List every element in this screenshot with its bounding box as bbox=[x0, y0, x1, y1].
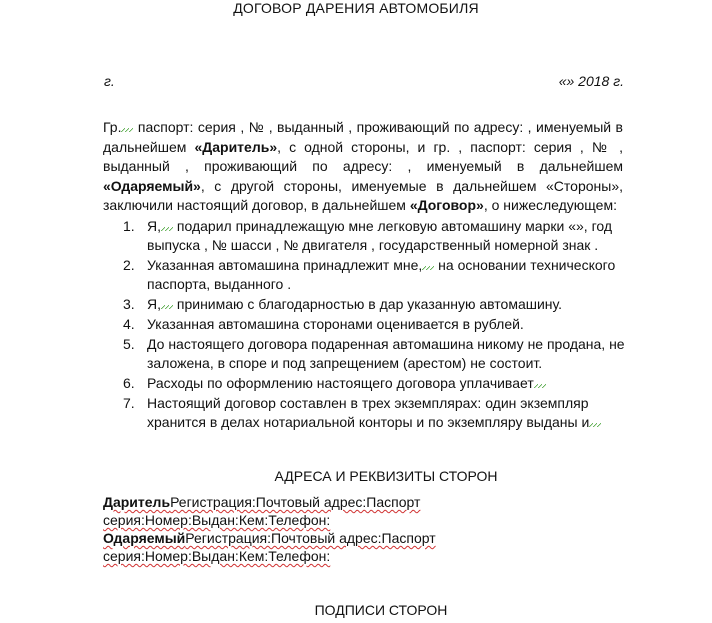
donor-label: Даритель bbox=[103, 494, 171, 510]
clause-item bbox=[123, 256, 643, 294]
donee-label: Одаряемый bbox=[103, 530, 186, 546]
spellcheck-mark bbox=[161, 227, 173, 231]
donee-requisites bbox=[103, 529, 463, 565]
clause-number: 4. bbox=[123, 316, 135, 332]
clause-item bbox=[123, 217, 643, 255]
clause-text: Я, bbox=[147, 218, 161, 234]
spellcheck-mark bbox=[589, 423, 601, 427]
donor-term: «Даритель» bbox=[194, 138, 278, 155]
donor-fields: Регистрация:Почтовый адрес:Паспорт серия:Номер:Выдан:Кем:Телефон: bbox=[103, 494, 421, 528]
clause-text: принимаю с благодарностью в дар указанную автомашину. bbox=[173, 296, 563, 312]
clause-text: подарил принадлежащую мне легковую автомашину марки «», год выпуска , № шасси , № двигателя , государственный номерной знак . bbox=[147, 218, 613, 253]
clause-text: Указанная автомашина принадлежит мне, bbox=[147, 257, 423, 273]
addresses-heading: АДРЕСА И РЕКВИЗИТЫ СТОРОН bbox=[274, 468, 498, 484]
intro-end: , о нижеследующем: bbox=[483, 197, 617, 214]
spellcheck-mark bbox=[161, 305, 173, 309]
clause-item bbox=[123, 315, 643, 334]
place-date-line bbox=[104, 73, 624, 89]
donee-fields: Регистрация:Почтовый адрес:Паспорт серия:Номер:Выдан:Кем:Телефон: bbox=[103, 530, 436, 564]
clause-number: 3. bbox=[123, 296, 135, 312]
clause-item bbox=[123, 295, 643, 314]
spellcheck-mark bbox=[121, 128, 133, 132]
signatures-heading: ПОДПИСИ СТОРОН bbox=[314, 602, 448, 618]
donor-requisites bbox=[103, 493, 463, 529]
intro-paragraph bbox=[103, 118, 623, 216]
clause-text: Настоящий договор составлен в трех экземплярах: один экземпляр хранится в делах нотариальной конторы и по экземпляру выданы и bbox=[147, 395, 590, 430]
clause-text: на основании технического паспорта, выданного . bbox=[147, 257, 616, 292]
intro-donee-details: , с одной стороны, и гр. , паспорт: серия , № , выданный , проживающий по адресу: , именуемый в дальнейшем bbox=[103, 138, 623, 175]
contract-clauses bbox=[123, 217, 643, 433]
city-label: г. bbox=[104, 73, 115, 89]
clause-text: До настоящего договора подаренная автомашина никому не продана, не заложена, в споре и под запрещением (арестом) не состоит. bbox=[147, 336, 625, 371]
contract-term: «Договор» bbox=[409, 197, 484, 214]
clause-item bbox=[123, 374, 643, 393]
clause-number: 5. bbox=[123, 336, 135, 352]
clause-number: 6. bbox=[123, 375, 135, 391]
clause-item bbox=[123, 335, 643, 373]
clause-text: Указанная автомашина сторонами оценивается в рублей. bbox=[147, 316, 524, 332]
spellcheck-mark bbox=[534, 384, 546, 388]
clause-number: 2. bbox=[123, 257, 135, 273]
intro-start: Гр. bbox=[103, 119, 122, 135]
clause-text: Я, bbox=[147, 296, 161, 312]
document-title: ДОГОВОР ДАРЕНИЯ АВТОМОБИЛЯ bbox=[233, 0, 479, 16]
intro-parties: , с другой стороны, именуемые в дальнейшем «Стороны», заключили настоящий договор, в дальнейшем bbox=[103, 177, 623, 214]
intro-donor-details: паспорт: серия , № , выданный , проживающий по адресу: , именуемый в дальнейшем bbox=[103, 119, 623, 155]
clause-number: 1. bbox=[123, 218, 135, 234]
clause-number: 7. bbox=[123, 395, 135, 411]
clause-text: Расходы по оформлению настоящего договора уплачивает bbox=[147, 375, 534, 391]
donee-term: «Одаряемый» bbox=[103, 177, 201, 194]
contract-date: «» 2018 г. bbox=[558, 73, 624, 89]
clause-item bbox=[123, 394, 643, 432]
spellcheck-mark bbox=[422, 266, 434, 270]
